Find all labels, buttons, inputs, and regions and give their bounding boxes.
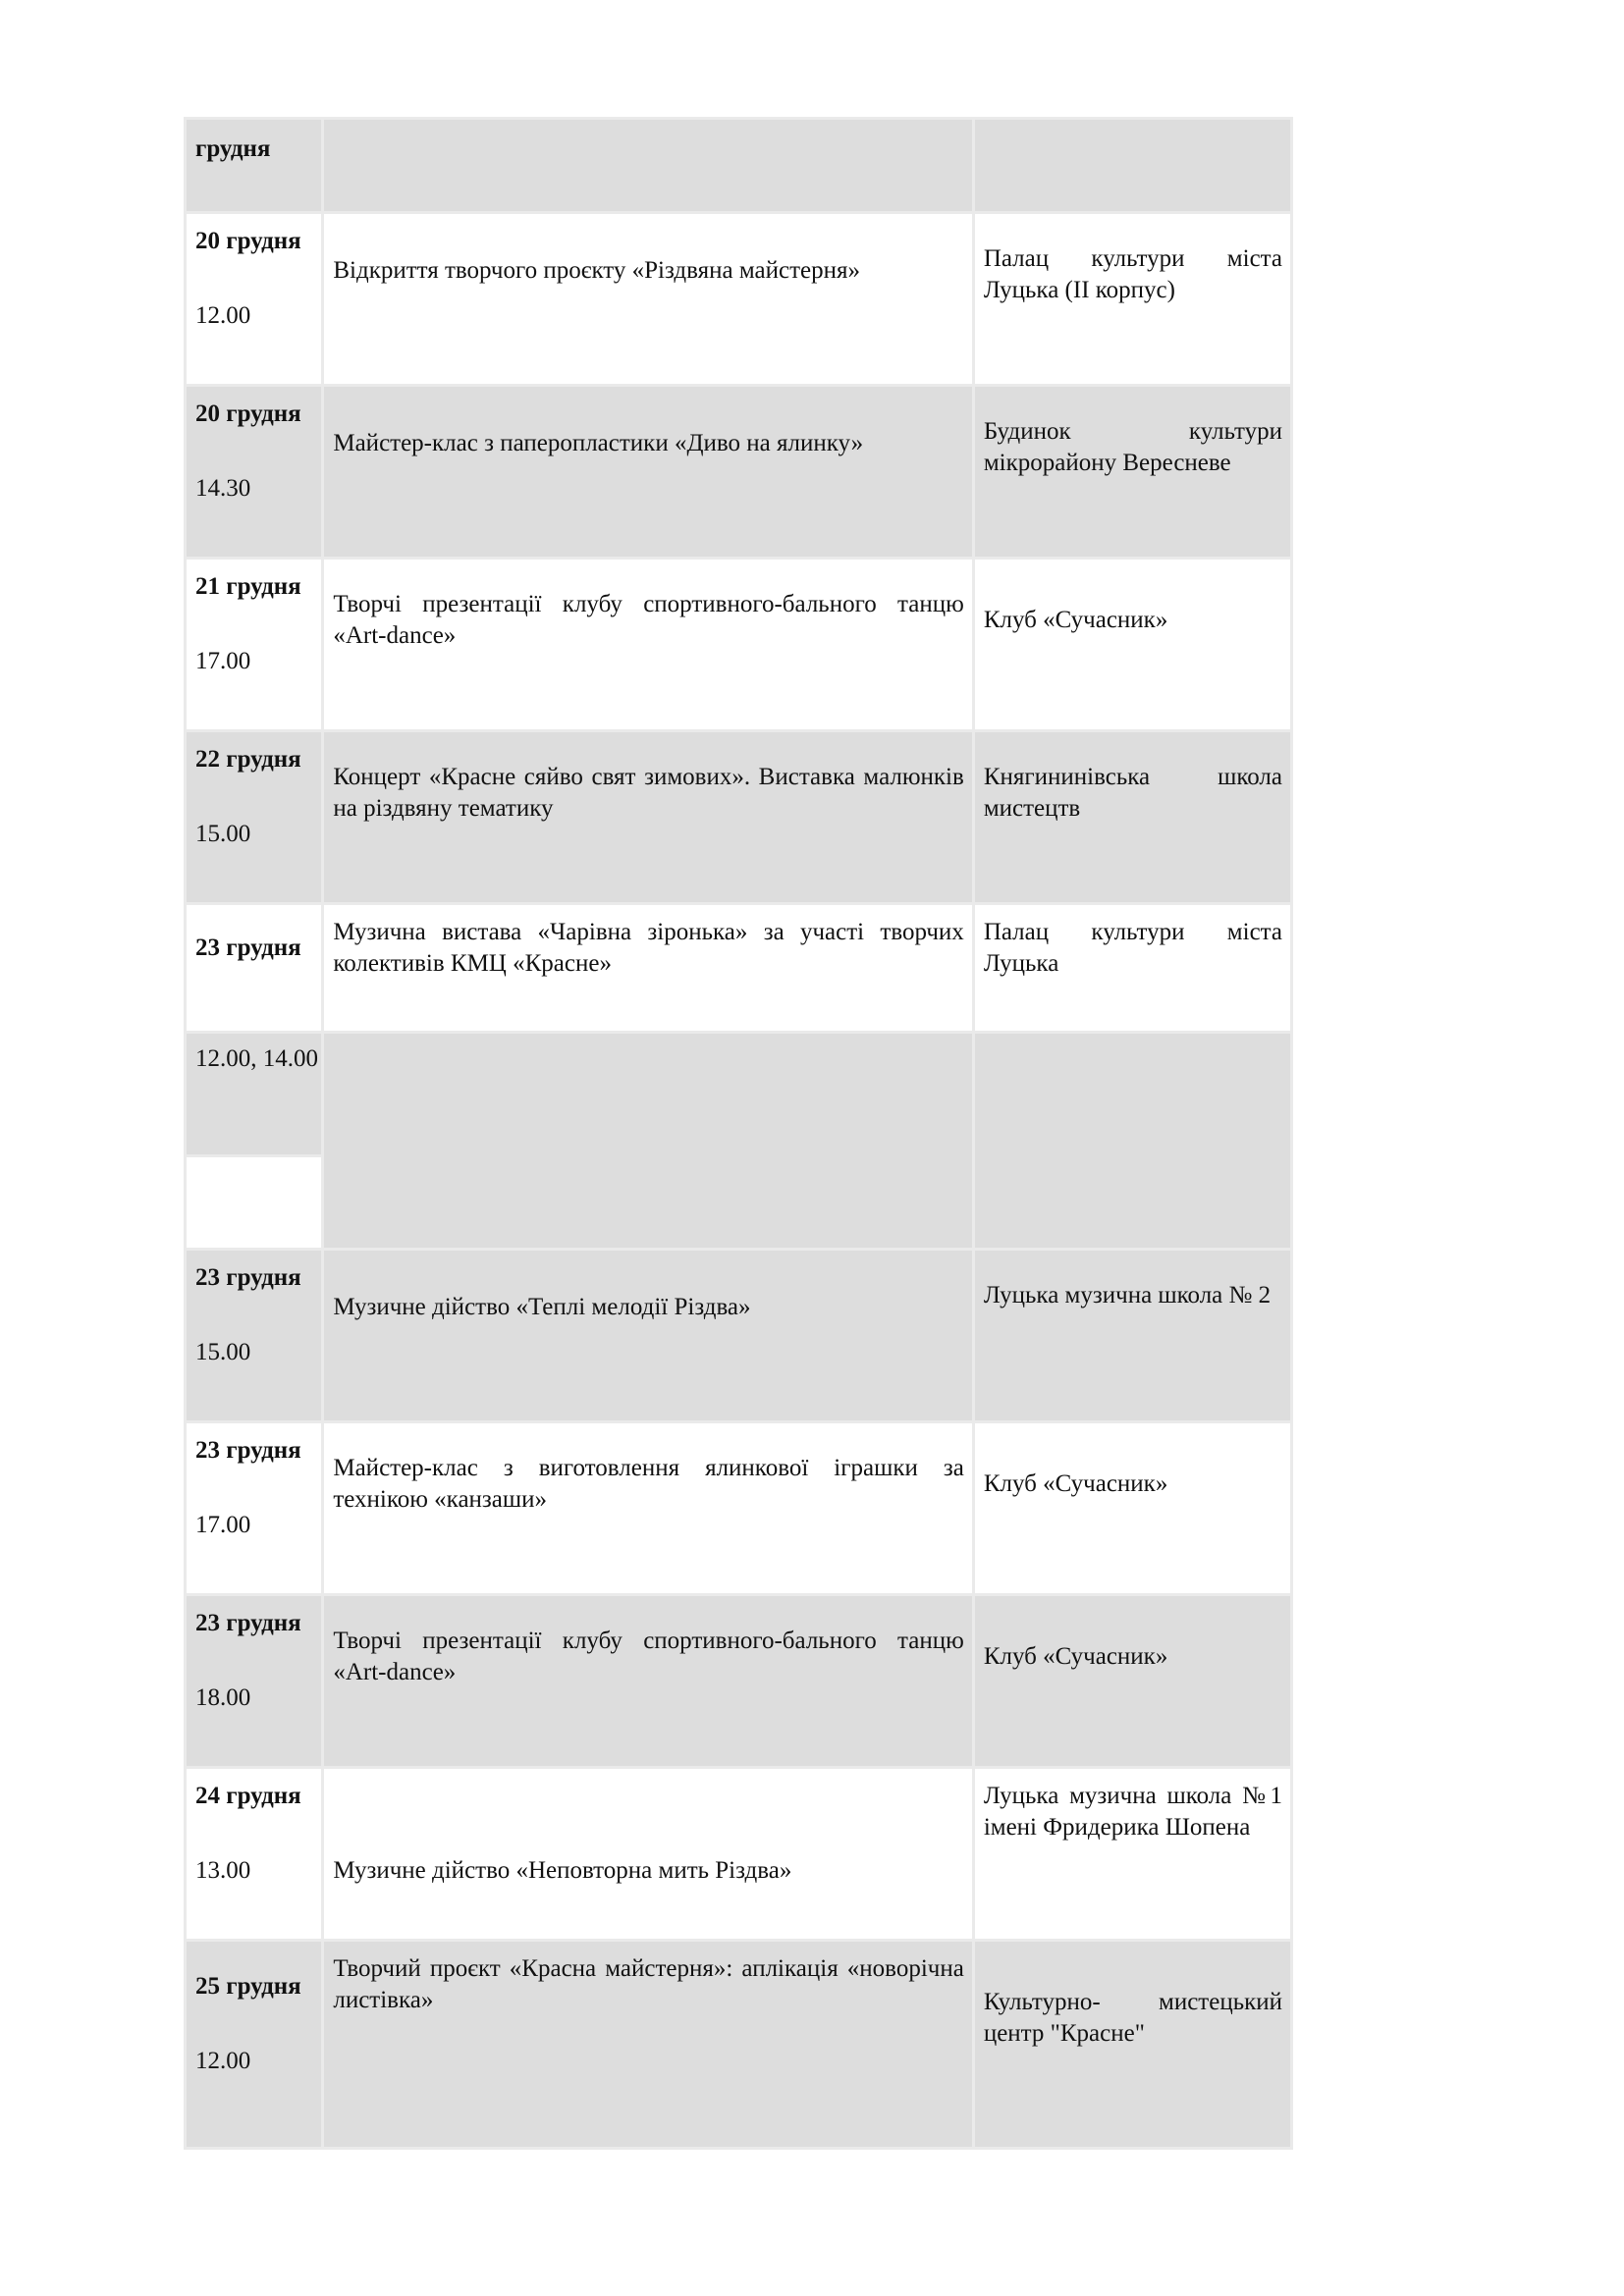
table-row <box>186 119 1292 213</box>
date-cell <box>186 1250 323 1422</box>
place-cell <box>973 119 1291 213</box>
event-cell <box>323 213 973 386</box>
event-cell <box>323 731 973 904</box>
place-cell <box>973 559 1291 731</box>
event-text: Майстер-клас з паперопластики «Диво на ялинку» <box>333 430 864 456</box>
table-row <box>186 1422 1292 1595</box>
place-text: Клуб «Сучасник» <box>983 607 1168 633</box>
date-cell <box>186 119 323 213</box>
time-text: 17.00 <box>195 648 251 674</box>
date-text: 20 грудня <box>195 228 301 254</box>
date-cell <box>186 1595 323 1768</box>
date-text: 24 грудня <box>195 1783 301 1809</box>
event-cell <box>323 1250 973 1422</box>
time-text: 13.00 <box>195 1857 251 1884</box>
event-cell <box>323 1941 973 2149</box>
date-cell <box>186 1768 323 1941</box>
date-cell <box>186 213 323 386</box>
table-row <box>186 1595 1292 1768</box>
time-text: 15.00 <box>195 821 251 847</box>
date-text: 23 грудня <box>195 1610 301 1636</box>
date-cell <box>186 731 323 904</box>
empty-cell <box>186 1156 323 1250</box>
place-text: Палац культури міста Луцька <box>983 919 1282 977</box>
date-cell <box>186 559 323 731</box>
place-text: Луцька музична школа №1 імені Фридерика Шопена <box>983 1783 1282 1841</box>
event-text: Творчий проєкт «Красна майстерня»: аплікація «новорічна листівка» <box>333 1955 964 2013</box>
place-text: Палац культури міста Луцька (ІІ корпус) <box>983 245 1282 303</box>
date-cell <box>186 1422 323 1595</box>
place-cell <box>973 386 1291 559</box>
place-cell <box>973 731 1291 904</box>
event-text: Музичне дійство «Теплі мелодії Різдва» <box>333 1294 751 1320</box>
place-cell <box>973 1033 1291 1250</box>
date-text: 23 грудня <box>195 934 301 961</box>
event-text: Відкриття творчого проєкту «Різдвяна майстерня» <box>333 257 860 284</box>
event-text: Музична вистава «Чарівна зіронька» за участі творчих колективів КМЦ «Красне» <box>333 919 964 977</box>
table-row <box>186 1941 1292 2149</box>
date-cell <box>186 1941 323 2149</box>
date-text: 23 грудня <box>195 1437 301 1464</box>
event-cell <box>323 119 973 213</box>
table-row <box>186 386 1292 559</box>
place-cell <box>973 1768 1291 1941</box>
date-cell <box>186 904 323 1033</box>
place-text: Княгининівська школа мистецтв <box>983 764 1282 822</box>
date-text: 25 грудня <box>195 1973 301 2000</box>
place-text: Клуб «Сучасник» <box>983 1470 1168 1497</box>
time-text: 18.00 <box>195 1684 251 1711</box>
event-cell <box>323 1768 973 1941</box>
time-text: 12.00, 14.00 <box>195 1045 318 1072</box>
date-text: грудня <box>195 135 271 162</box>
event-text: Творчі презентації клубу спортивного-бального танцю «Art-dance» <box>333 1628 964 1685</box>
place-text: Культурно- мистецький центр "Красне" <box>983 1989 1282 2047</box>
event-cell <box>323 904 973 1033</box>
place-cell <box>973 1941 1291 2149</box>
place-cell <box>973 1422 1291 1595</box>
event-cell <box>323 386 973 559</box>
time-text: 12.00 <box>195 302 251 329</box>
event-text: Музичне дійство «Неповторна мить Різдва» <box>333 1857 792 1884</box>
place-cell <box>973 213 1291 386</box>
events-table <box>184 117 1293 2150</box>
event-cell <box>323 1033 973 1250</box>
event-text: Концерт «Красне сяйво свят зимових». Виставка малюнків на різдвяну тематику <box>333 764 964 822</box>
event-cell <box>323 1595 973 1768</box>
table-row <box>186 1033 1292 1156</box>
event-cell <box>323 1422 973 1595</box>
time-text: 12.00 <box>195 2048 251 2074</box>
time-cell <box>186 1033 323 1156</box>
date-text: 21 грудня <box>195 573 301 600</box>
date-text: 20 грудня <box>195 400 301 427</box>
event-text: Майстер-клас з виготовлення ялинкової іграшки за технікою «канзаши» <box>333 1455 964 1513</box>
time-text: 17.00 <box>195 1512 251 1538</box>
table-row <box>186 1250 1292 1422</box>
table-row <box>186 213 1292 386</box>
time-text: 14.30 <box>195 475 251 502</box>
date-text: 23 грудня <box>195 1264 301 1291</box>
date-cell <box>186 386 323 559</box>
place-cell <box>973 1595 1291 1768</box>
table-row <box>186 904 1292 1033</box>
time-text: 15.00 <box>195 1339 251 1365</box>
date-text: 22 грудня <box>195 746 301 773</box>
place-text: Будинок культури мікрорайону Вересневе <box>983 418 1282 476</box>
place-text: Клуб «Сучасник» <box>983 1643 1168 1670</box>
event-cell <box>323 559 973 731</box>
place-text: Луцька музична школа № 2 <box>983 1282 1272 1308</box>
table-row <box>186 1768 1292 1941</box>
event-text: Творчі презентації клубу спортивного-бального танцю «Art-dance» <box>333 591 964 649</box>
table-row <box>186 731 1292 904</box>
place-cell <box>973 1250 1291 1422</box>
table-row <box>186 559 1292 731</box>
place-cell <box>973 904 1291 1033</box>
